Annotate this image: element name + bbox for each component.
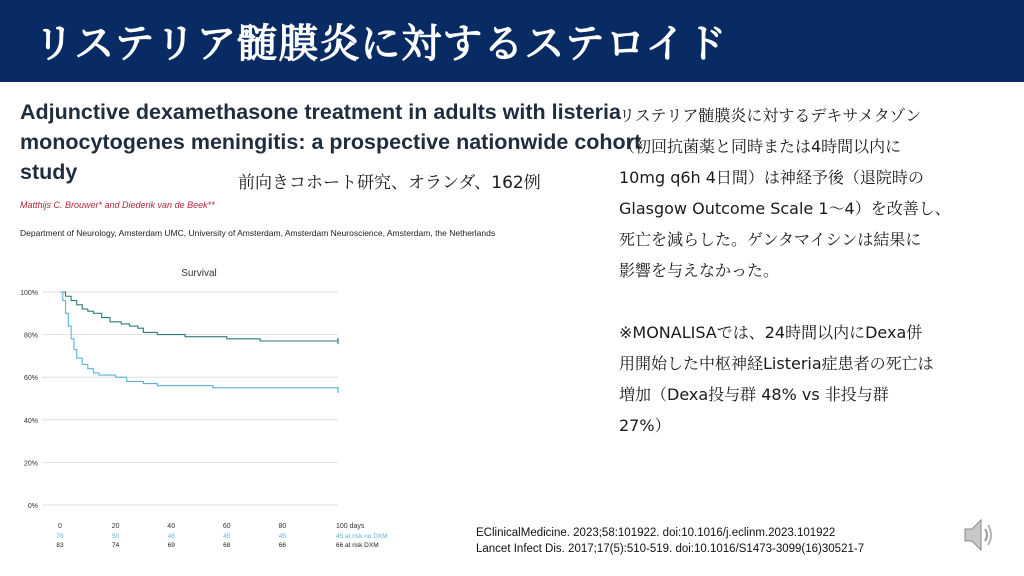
at-risk-value: 83 [56, 542, 64, 549]
chart-title: Survival [181, 268, 217, 279]
series-line [60, 292, 338, 341]
description-line: Glasgow Outcome Scale 1～4）を改善し、 [619, 199, 951, 218]
y-tick-label: 20% [23, 460, 38, 468]
description [619, 100, 1014, 441]
at-risk-value: 78 [56, 533, 64, 540]
note-line: 27%） [619, 416, 671, 435]
paper-title-line: study [20, 160, 78, 184]
x-tick-label: 60 [222, 523, 231, 530]
x-tick-label: 20 [111, 523, 120, 530]
at-risk-value: 50 [111, 533, 120, 540]
note-line: 用開始した中枢神経Listeria症患者の死亡は [619, 354, 934, 373]
slide-title: リステリア髄膜炎に対するステロイド [34, 21, 728, 67]
speaker-icon[interactable] [962, 515, 996, 555]
y-tick-label: 40% [23, 417, 38, 425]
x-tick-label: 80 [278, 523, 287, 530]
description-line: 死亡を減らした。ゲンタマイシンは結果に [619, 230, 922, 249]
note-line: 増加（Dexa投与群 48% vs 非投与群 [619, 385, 889, 404]
description-line: （初回抗菌薬と同時または4時間以内に [619, 137, 902, 156]
at-risk-value: 45 [278, 533, 287, 540]
paper-title-line: Adjunctive dexamethasone treatment in adults with listeria [20, 100, 621, 124]
at-risk-value: 45 at risk no DXM [336, 533, 388, 540]
references [476, 525, 864, 557]
at-risk-value: 69 [167, 542, 175, 549]
paper-title-line: monocytogenes meningitis: a prospective nationwide cohort [20, 130, 642, 154]
description-line: 10mg q6h 4日間）は神経予後（退院時の [619, 168, 924, 187]
y-tick-label: 0% [27, 503, 38, 510]
reference-line: EClinicalMedicine. 2023;58:101922. doi:10.1016/j.eclinm.2023.101922 [476, 527, 836, 539]
reference-line: Lancet Infect Dis. 2017;17(5):510-519. doi:10.1016/S1473-3099(16)30521-7 [476, 543, 865, 555]
at-risk-value: 66 at risk DXM [336, 542, 379, 549]
survival-chart [0, 262, 420, 562]
description-line: 影響を与えなかった。 [619, 261, 780, 280]
y-tick-label: 80% [23, 332, 38, 340]
title-bar [0, 0, 1024, 82]
x-tick-label: 100 days [336, 523, 365, 530]
x-tick-label: 40 [167, 523, 176, 530]
description-line: リステリア髄膜炎に対するデキサメタゾン [619, 106, 922, 125]
at-risk-value: 68 [223, 542, 231, 549]
at-risk-value: 74 [111, 542, 120, 549]
note-line: ※MONALISAでは、24時間以内にDexa併 [619, 323, 923, 342]
y-tick-label: 100% [20, 290, 38, 297]
y-tick-label: 60% [23, 375, 38, 383]
paper-authors: Matthijs C. Brouwer* and Diederik van de Beek** [20, 200, 215, 210]
paper-affiliation: Department of Neurology, Amsterdam UMC, University of Amsterdam, Amsterdam Neuroscience, Amsterdam, the Netherlands [20, 228, 496, 238]
study-note: 前向きコホート研究、オランダ、162例 [238, 173, 541, 193]
at-risk-value: 66 [278, 542, 287, 549]
at-risk-value: 46 [167, 533, 175, 540]
x-tick-label: 0 [58, 523, 62, 530]
at-risk-value: 45 [223, 533, 231, 540]
